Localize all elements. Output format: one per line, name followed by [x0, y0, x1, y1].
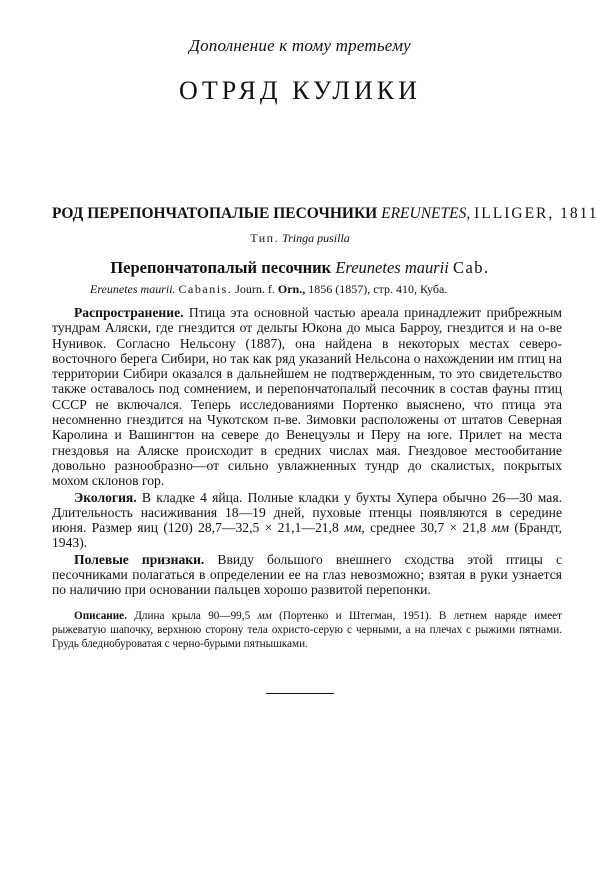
- genus-author: ILLIGER, 1811: [474, 205, 599, 222]
- section-divider: [266, 693, 334, 694]
- distribution-heading: Распространение.: [74, 305, 184, 320]
- field-marks-text: Ввиду большого внешнего сходства этой птицы с песочниками полагаться в определении ее на глаз невозможно; взятая в руки узнается по наличию при основании пальцев хорошо развитой перепонки.: [52, 551, 562, 598]
- ecology-text-2: среднее 30,7 × 21,8: [370, 520, 487, 536]
- genus-name-ru: РОД ПЕРЕПОНЧАТОПАЛЫЕ ПЕСОЧНИКИ: [52, 205, 378, 222]
- genus-name-latin: EREUNETES,: [381, 205, 471, 222]
- type-species-name: Tringa pusilla: [282, 231, 350, 245]
- synonym-latin: Ereunetes maurii.: [90, 282, 176, 296]
- ecology-paragraph: [52, 490, 562, 551]
- ecology-text-3: (Брандт, 1943).: [52, 520, 562, 551]
- distribution-text: Птица эта основной частью ареала принадлежит прибрежным тундрам Аляски, где гнездится от дельты Юкона до мыса Барроу, гнездится и на о-ве Нунивок. Согласно Нельсону (1887), она найдена в некоторых местах северо-восточного берега Сибири, но так как ряд указаний Нельсона о нахождении им птиц на территории Сибири оказался в дальнейшем не подтвержденным, то это свидетельство также оставалось под сомнением, и перепончатопалый песочник в состав фауны птиц СССР не включался. Теперь исследованиями Портенко выяснено, что птица эта несомненно гнездится на Чукотском п-ве. Зимовки расположены от штатов Северная Каролина и Вашингтон на севере до Венецуэлы и Перу на юге. Прилет на места гнездовья на Аляске происходит в средних числах мая. Гнездовое местообитание довольно разнообразно—от сильно увлажненных тундр до скалистых, покрытых мохом склонов гор.: [52, 305, 562, 489]
- description-note: [52, 609, 562, 651]
- description-unit: мм: [257, 610, 272, 622]
- ecology-unit: мм,: [344, 520, 365, 536]
- ecology-text-1: В кладке 4 яйца. Полные кладки у бухты Хупера обычно 26—30 мая. Длительность насиживания 18—19 дней, пуховые птенцы появляются в середине июня. Размер яиц (120) 28,7—32,5 × 21,1—21,8: [52, 489, 562, 536]
- type-species-line: [0, 231, 600, 246]
- field-marks-heading: Полевые признаки.: [74, 551, 205, 567]
- description-heading: Описание.: [74, 610, 127, 622]
- species-heading: [0, 258, 600, 278]
- synonym-citation-pre: Journ. f.: [235, 282, 275, 296]
- species-name-latin: Ereunetes maurii: [335, 258, 449, 277]
- genus-heading: [52, 205, 599, 223]
- supplement-heading: Дополнение к тому третьему: [189, 36, 411, 55]
- ecology-heading: Экология.: [74, 489, 137, 505]
- description-text-2: (Портенко и Штегман, 1951). В летнем наряде имеет рыжеватую шапочку, верхнюю сторону тела охристо-серую с черными, а на плечах с рыжими пятнами. Грудь бледнобуроватая с черно-бурыми пятнышками.: [52, 610, 563, 650]
- type-label: Тип.: [250, 231, 280, 245]
- synonym-citation-orn: Orn.,: [277, 282, 306, 296]
- distribution-paragraph: [52, 305, 562, 489]
- field-marks-paragraph: [52, 552, 562, 598]
- species-account: [52, 305, 562, 598]
- description-text-1: Длина крыла 90—99,5: [134, 610, 251, 622]
- species-name-ru: Перепончатопалый песочник: [110, 258, 332, 277]
- synonym-author: Cabanis.: [178, 282, 233, 296]
- synonymy-line: [90, 282, 560, 297]
- order-title: ОТРЯД КУЛИКИ: [179, 76, 421, 105]
- synonym-citation-post: 1856 (1857), стр. 410, Куба.: [308, 282, 448, 296]
- ecology-unit-2: мм: [491, 520, 509, 536]
- species-author: Cab.: [452, 258, 490, 277]
- description-paragraph: [52, 609, 562, 651]
